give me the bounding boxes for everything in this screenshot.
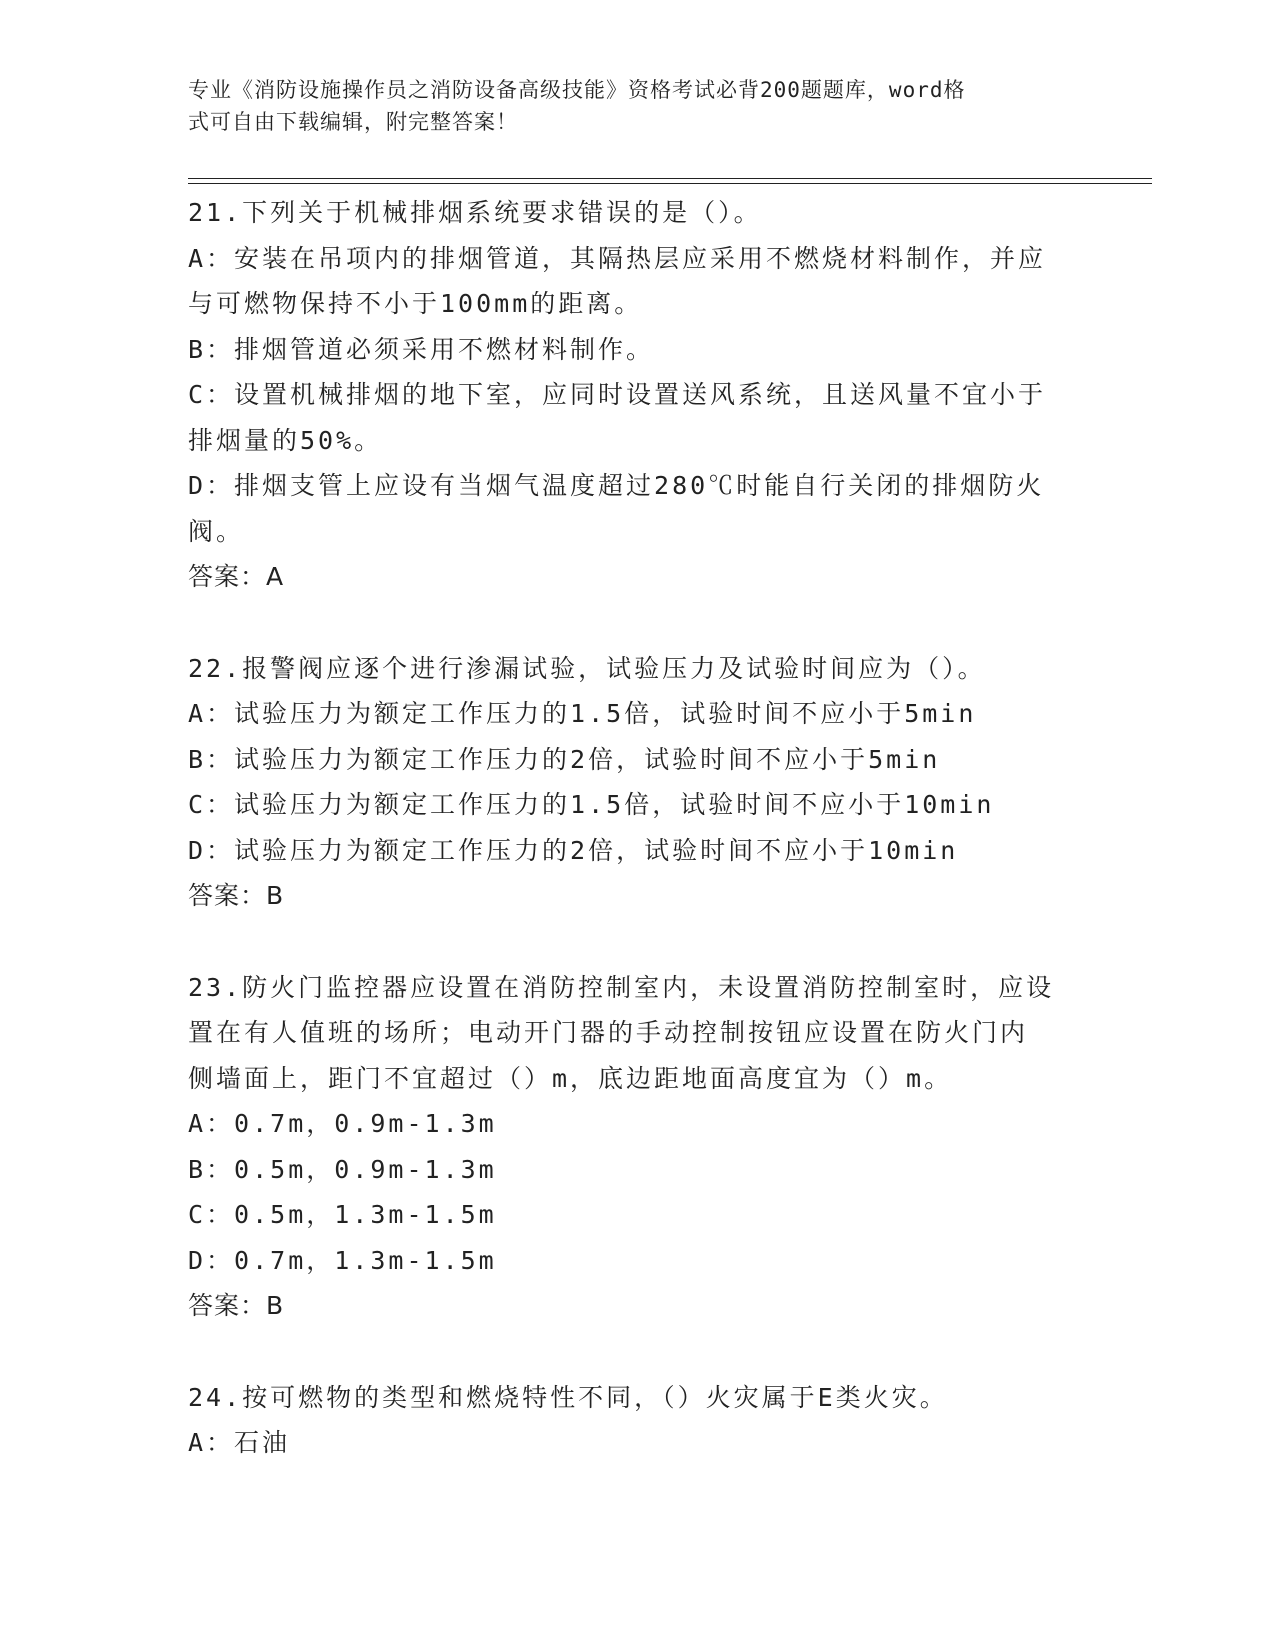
option-c	[188, 782, 1088, 828]
header-line-1: 专业《消防设施操作员之消防设备高级技能》资格考试必背200题题库，word格	[188, 78, 966, 102]
option-b	[188, 737, 1088, 783]
answer-label: 答案：B	[188, 881, 285, 910]
option-line: A：安装在吊项内的排烟管道，其隔热层应采用不燃烧材料制作，并应	[188, 243, 1047, 273]
question-24	[188, 1375, 1088, 1466]
option-a	[188, 1420, 1088, 1466]
question-list	[188, 190, 1088, 1512]
option-line: 阀。	[188, 516, 245, 546]
option-c	[188, 1192, 1088, 1238]
option-line: C：设置机械排烟的地下室，应同时设置送风系统，且送风量不宜小于	[188, 380, 1047, 409]
option-line: A：试验压力为额定工作压力的1.5倍，试验时间不应小于5min	[188, 699, 977, 728]
question-stem-line: 侧墙面上，距门不宜超过（）m，底边距地面高度宜为（）m。	[188, 1063, 953, 1093]
option-line: B：0.5m，0.9m-1.3m	[188, 1154, 497, 1184]
option-line: D：试验压力为额定工作压力的2倍，试验时间不应小于10min	[188, 835, 959, 865]
option-line: B：排烟管道必须采用不燃材料制作。	[188, 334, 655, 364]
question-stem-line: 23.防火门监控器应设置在消防控制室内，未设置消防控制室时，应设	[188, 972, 1055, 1002]
document-header	[188, 74, 1068, 138]
answer-label: 答案：B	[188, 1291, 285, 1320]
header-divider-top	[188, 178, 1152, 179]
option-a	[188, 691, 1088, 737]
option-d	[188, 1238, 1088, 1284]
option-d	[188, 828, 1088, 874]
option-line: A：石油	[188, 1428, 291, 1457]
option-d	[188, 463, 1088, 554]
option-b	[188, 327, 1088, 373]
option-line: D：排烟支管上应设有当烟气温度超过280℃时能自行关闭的排烟防火	[188, 471, 1045, 500]
option-c	[188, 372, 1088, 463]
question-23	[188, 965, 1088, 1329]
option-line: A：0.7m，0.9m-1.3m	[188, 1109, 497, 1138]
option-b	[188, 1147, 1088, 1193]
option-line: 排烟量的50%。	[188, 425, 383, 455]
answer-label: 答案：A	[188, 562, 285, 591]
option-line: C：0.5m，1.3m-1.5m	[188, 1200, 497, 1229]
question-stem: 22.报警阀应逐个进行渗漏试验，试验压力及试验时间应为（）。	[188, 653, 986, 683]
option-line: D：0.7m，1.3m-1.5m	[188, 1245, 497, 1275]
option-a	[188, 236, 1088, 327]
question-stem-line: 置在有人值班的场所；电动开门器的手动控制按钮应设置在防火门内	[188, 1018, 1029, 1047]
option-line: C：试验压力为额定工作压力的1.5倍，试验时间不应小于10min	[188, 790, 995, 819]
question-stem: 21.下列关于机械排烟系统要求错误的是（）。	[188, 198, 762, 227]
option-line: 与可燃物保持不小于100mm的距离。	[188, 289, 643, 318]
header-line-2: 式可自由下载编辑，附完整答案！	[188, 110, 518, 134]
header-divider-bottom	[188, 183, 1152, 184]
question-21	[188, 190, 1088, 600]
question-stem: 24.按可燃物的类型和燃烧特性不同，（）火灾属于E类火灾。	[188, 1382, 948, 1412]
option-line: B：试验压力为额定工作压力的2倍，试验时间不应小于5min	[188, 744, 941, 774]
option-a	[188, 1101, 1088, 1147]
question-22	[188, 646, 1088, 919]
